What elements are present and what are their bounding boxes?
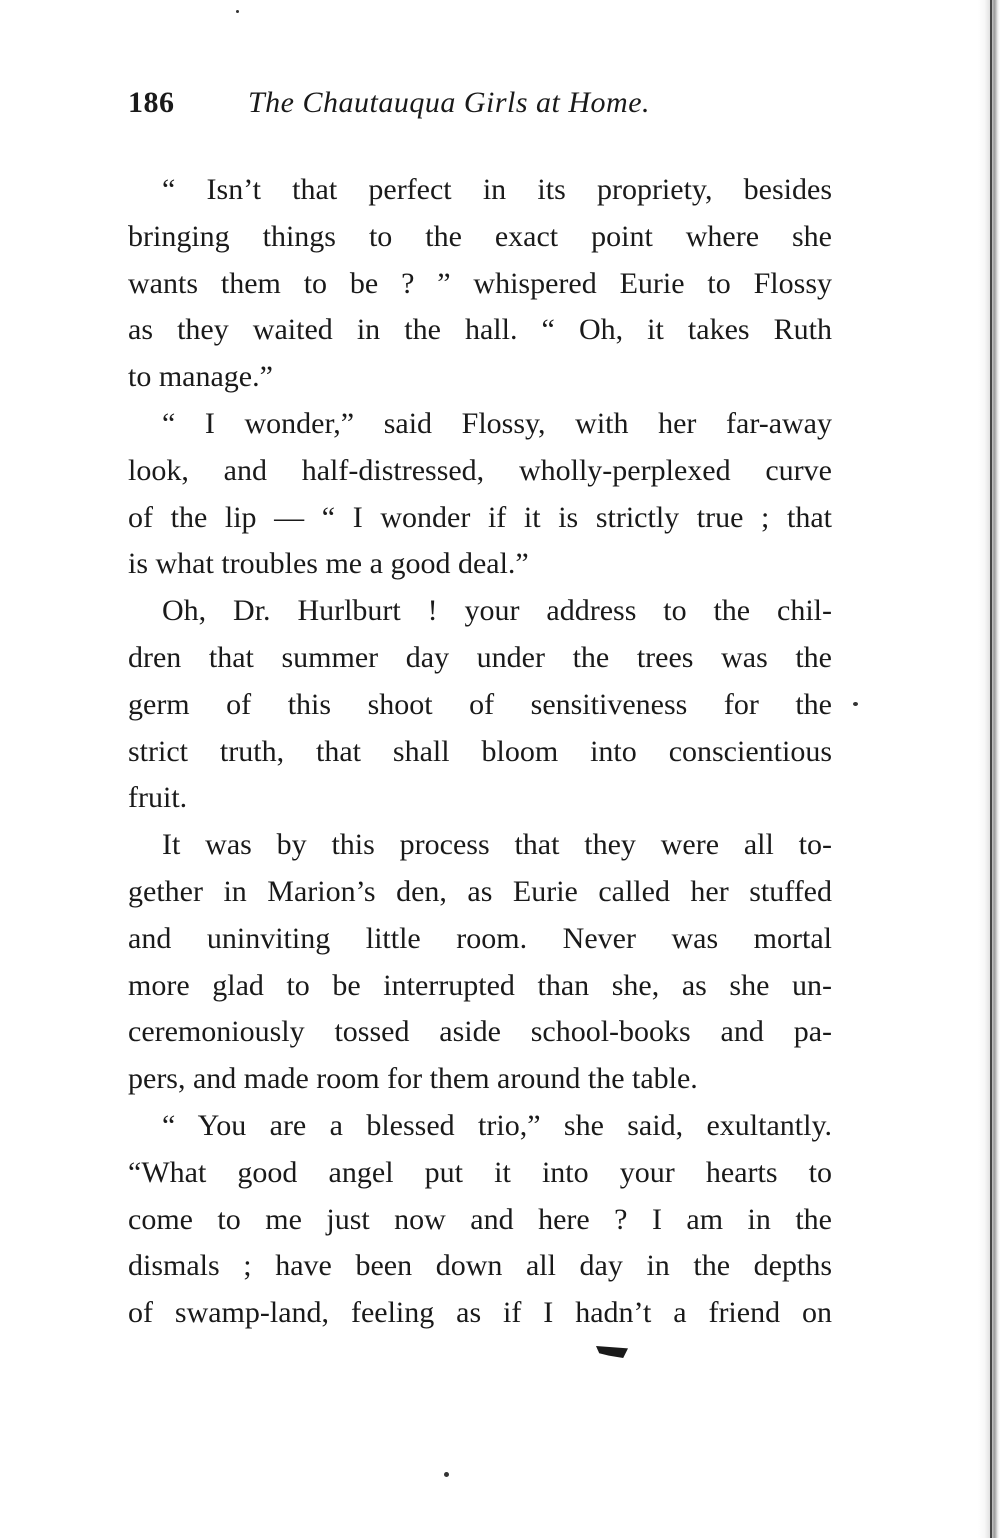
text-line: It was by this process that they were all to-: [162, 828, 832, 862]
text-line: “What good angel put it into your hearts to: [128, 1155, 832, 1189]
page-edge-line: [990, 0, 992, 1538]
text-line: bringing things to the exact point where she: [128, 219, 832, 253]
ink-mark: [596, 1346, 628, 1358]
body-text: [128, 167, 832, 1337]
text-line: ceremoniously tossed aside school-books and pa-: [128, 1015, 832, 1049]
running-title: The Chautauqua Girls at Home.: [248, 86, 651, 119]
text-line: gether in Marion’s den, as Eurie called her stuffed: [128, 874, 832, 908]
text-line: pers, and made room for them around the table.: [128, 1062, 698, 1096]
ink-speck: [853, 702, 858, 706]
text-line: and uninviting little room. Never was mortal: [128, 921, 832, 955]
text-line: dren that summer day under the trees was the: [128, 640, 832, 674]
page-edge-shadow: [978, 0, 1000, 1538]
page-header: [128, 86, 828, 130]
text-line: fruit.: [128, 781, 188, 815]
text-line: “ Isn’t that perfect in its propriety, besides: [162, 173, 832, 206]
text-line: of swamp-land, feeling as if I hadn’t a friend on: [128, 1296, 832, 1330]
text-line: dismals ; have been down all day in the depths: [128, 1249, 832, 1283]
text-line: come to me just now and here ? I am in the: [128, 1202, 832, 1236]
ink-speck: [444, 1472, 449, 1477]
page-number: 186: [128, 86, 175, 119]
text-line: wants them to be ? ” whispered Eurie to Flossy: [128, 266, 832, 300]
ink-speck: [236, 10, 239, 13]
text-line: Oh, Dr. Hurlburt ! your address to the chil-: [162, 594, 832, 628]
text-line: germ of this shoot of sensitiveness for the: [128, 687, 832, 721]
text-line: to manage.”: [128, 360, 273, 394]
text-line: of the lip — “ I wonder if it is strictly true ; that: [128, 500, 832, 534]
text-line: is what troubles me a good deal.”: [128, 547, 529, 581]
text-line: as they waited in the hall. “ Oh, it takes Ruth: [128, 313, 832, 347]
text-line: “ I wonder,” said Flossy, with her far-away: [162, 406, 832, 440]
text-line: strict truth, that shall bloom into conscientious: [128, 734, 832, 768]
text-line: more glad to be interrupted than she, as she un-: [128, 968, 832, 1002]
text-line: look, and half-distressed, wholly-perplexed curve: [128, 453, 832, 487]
text-line: “ You are a blessed trio,” she said, exultantly.: [162, 1108, 832, 1142]
